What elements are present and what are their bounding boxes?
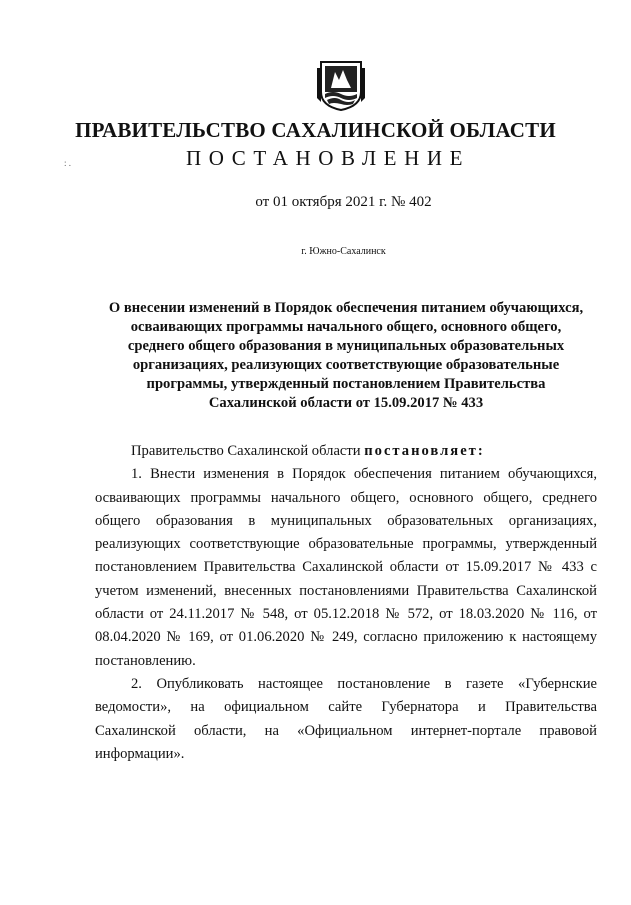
subject-line: О внесении изменений в Порядок обеспечения питанием обучающихся, <box>108 300 584 316</box>
item-1-line: осваивающих программы начального общего, основного общего, среднего <box>95 489 597 506</box>
item-1-paragraph <box>95 463 597 673</box>
item-1-line: области от 24.11.2017 № 548, от 05.12.2018 № 572, от 18.03.2020 № 116, от <box>95 606 597 623</box>
document-date-number: от 01 октября 2021 г. № 402 <box>255 194 432 210</box>
coat-of-arms-emblem <box>317 58 365 112</box>
item-1-line: общего образования в муниципальных образовательных организациях, <box>95 512 597 529</box>
document-city: г. Южно-Сахалинск <box>301 246 386 257</box>
item-1-line: постановлением Правительства Сахалинской области от 15.09.2017 № 433 с <box>95 559 597 576</box>
document-subject <box>96 299 596 413</box>
subject-line: среднего общего образования в муниципальных образовательных <box>127 338 565 354</box>
item-2-line: информации». <box>95 745 185 762</box>
preamble-paragraph <box>95 440 597 463</box>
item-1-line: 1. Внести изменения в Порядок обеспечения питанием обучающихся, <box>131 466 597 483</box>
item-1-line: реализующих соответствующие образовательные программы, утвержденный <box>95 536 597 553</box>
subject-line: Сахалинской области от 15.09.2017 № 433 <box>208 395 484 411</box>
item-2-line: Сахалинской области, на «Официальном интернет-портале правовой <box>95 722 597 739</box>
preamble-text: Правительство Сахалинской области <box>131 443 365 459</box>
item-1-line: учетом изменений, внесенных постановлениями Правительства Сахалинской <box>95 582 597 599</box>
document-body <box>95 440 597 766</box>
government-title: ПРАВИТЕЛЬСТВО САХАЛИНСКОЙ ОБЛАСТИ <box>75 118 556 142</box>
preamble-emphasis: постановляет: <box>364 443 485 459</box>
item-2-paragraph <box>95 673 597 766</box>
subject-line: осваивающих программы начального общего, основного общего, <box>130 319 562 335</box>
subject-line: организациях, реализующих соответствующие образовательные <box>132 357 560 373</box>
subject-line: программы, утвержденный постановлением Правительства <box>146 376 546 392</box>
item-1-line: постановлению. <box>95 652 196 669</box>
margin-mark: : . <box>64 158 72 168</box>
document-type: ПОСТАНОВЛЕНИЕ <box>185 146 471 170</box>
item-2-line: 2. Опубликовать настоящее постановление в газете «Губернские <box>131 675 597 692</box>
preamble-line <box>95 440 597 463</box>
item-1-line: 08.04.2020 № 169, от 01.06.2020 № 249, согласно приложению к настоящему <box>95 629 597 646</box>
item-2-line: ведомости», на официальном сайте Губернатора и Правительства <box>95 699 597 716</box>
